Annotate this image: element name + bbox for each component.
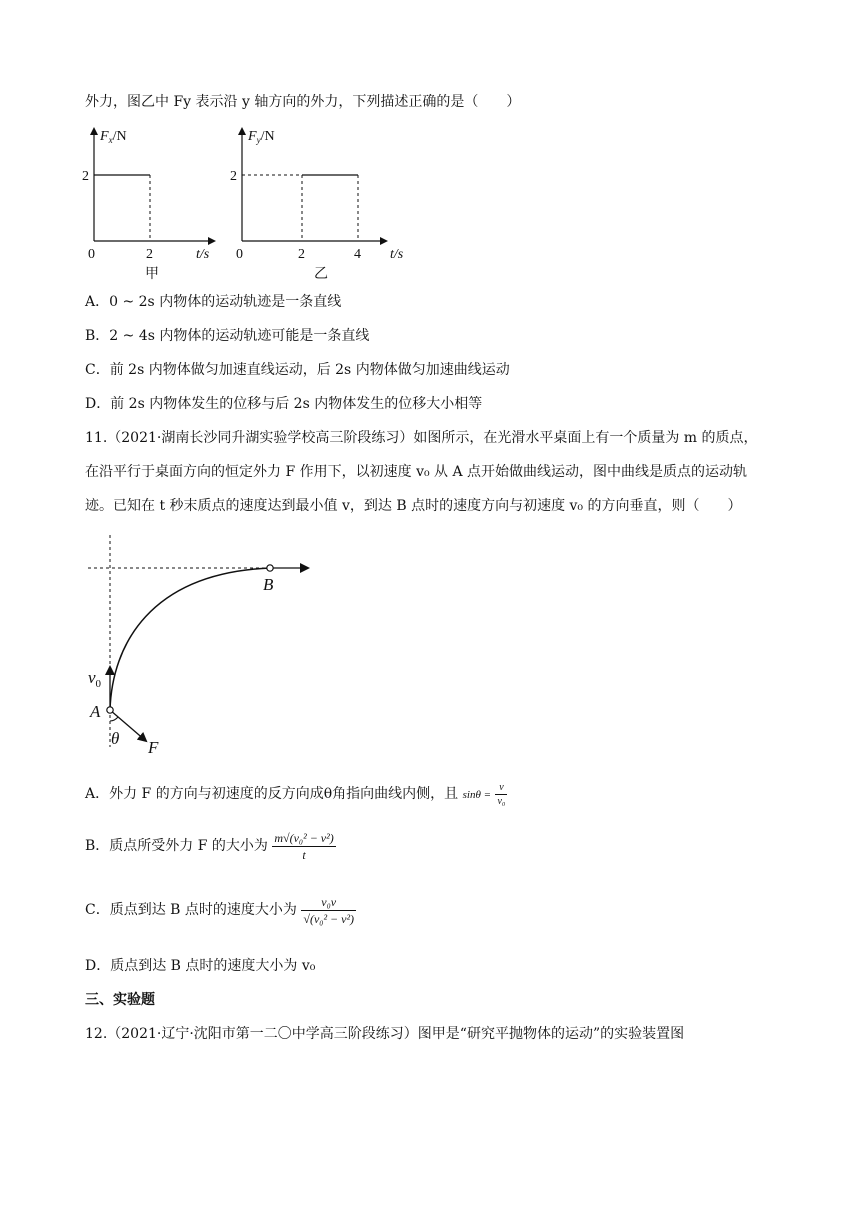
q11-stem-line2: 在沿平行于桌面方向的恒定外力 F 作用下，以初速度 v₀ 从 A 点开始做曲线运动，图中曲线是质点的运动轨 [85, 464, 748, 480]
graph-yi [228, 125, 418, 285]
trajectory-curve [110, 568, 270, 710]
q12-stem: 12.（2021·辽宁·沈阳市第一二〇中学高三阶段练习）图甲是“研究平抛物体的运动”的实验装置图 [85, 1026, 685, 1042]
option-b-fraction: $\frac{\text{m√(v₀² − v²)}}{t}$ [274, 830, 334, 862]
yi-caption: 乙 [314, 267, 328, 282]
point-b [267, 565, 273, 571]
yi-origin: 0 [236, 247, 243, 262]
theta-arc [110, 717, 118, 721]
q11-stem-line3: 迹。已知在 t 秒末质点的速度达到最小值 v，到达 B 点时的速度方向与初速度 v₀ 的方向垂直，则（ ） [85, 498, 742, 514]
q11-option-c: C．质点到达 B 点时的速度大小为 $\frac{\text{v₀v}}{\text{√(v₀² − v²)}}$ [85, 894, 355, 926]
label-a: A [90, 702, 101, 721]
q10-option-b: B．2 ~ 4s 内物体的运动轨迹可能是一条直线 [85, 328, 370, 344]
yi-xtick-2: 2 [298, 247, 305, 262]
q10-option-a: A．0 ~ 2s 内物体的运动轨迹是一条直线 [85, 294, 342, 310]
q10-stem: 外力，图乙中 Fy 表示沿 y 轴方向的外力，下列描述正确的是（ ） [85, 94, 521, 110]
point-a [107, 707, 113, 713]
q10-option-c: C．前 2s 内物体做匀加速直线运动，后 2s 内物体做匀加速曲线运动 [85, 362, 510, 378]
jia-caption: 甲 [145, 267, 159, 282]
yi-ylabel: $F_y/N$ [248, 129, 275, 145]
yi-xlabel: t/s [390, 247, 404, 262]
q11-stem-line1: 11.（2021·湖南长沙同升湖实验学校高三阶段练习）如图所示，在光滑水平桌面上有一个质量为 m 的质点， [85, 430, 758, 446]
option-a-fraction: $\frac{v}{\text{v₀}}$ [497, 781, 506, 807]
jia-xlabel: t/s [196, 247, 210, 262]
jia-xtick: 2 [146, 247, 153, 262]
jia-ylabel: $F_x/N$ [100, 129, 127, 145]
q10-option-d: D．前 2s 内物体发生的位移与后 2s 内物体发生的位移大小相等 [85, 396, 483, 412]
yi-xtick-4: 4 [354, 247, 361, 262]
q11-option-b: B．质点所受外力 F 的大小为 $\frac{\text{m√(v₀² − v²)}}{t}$ [85, 830, 334, 862]
q11-trajectory-figure [80, 535, 320, 765]
section-heading: 三、实验题 [85, 992, 155, 1008]
option-c-fraction: $\frac{\text{v₀v}}{\text{√(v₀² − v²)}}$ [303, 894, 355, 926]
jia-ytick: 2 [82, 169, 89, 184]
q11-option-a: A．外力 F 的方向与初速度的反方向成θ角指向曲线内侧，且 sinθ = $\frac{v}{\text{v₀}}$ [85, 781, 506, 807]
jia-origin: 0 [88, 247, 95, 262]
label-b: B [263, 575, 274, 594]
label-theta: θ [111, 729, 120, 748]
graph-jia [80, 125, 220, 285]
q11-option-d: D．质点到达 B 点时的速度大小为 v₀ [85, 958, 316, 974]
label-f: F [148, 738, 159, 757]
yi-ytick: 2 [230, 169, 237, 184]
label-v0: $v_0$ [88, 668, 102, 690]
